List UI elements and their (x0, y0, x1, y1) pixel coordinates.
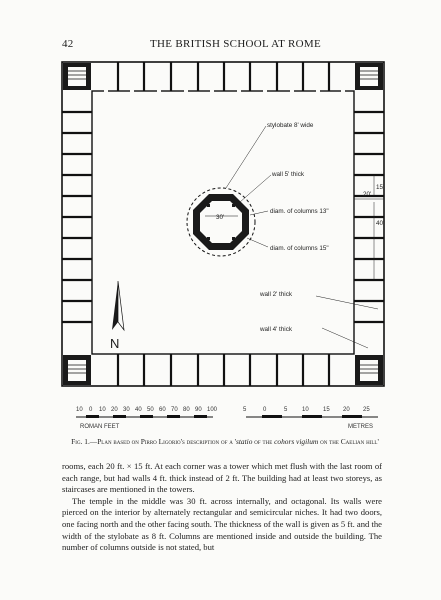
label-dim-20: 20' (363, 191, 372, 198)
paragraph-1: rooms, each 20 ft. × 15 ft. At each corner was a tower which met flush with the last room of each range, but had walls 4 ft. thick instead of 2 ft. The building had at least two storeys, as staircases are mentioned in the towers. (62, 461, 382, 495)
metre-scale-label: METRES (348, 424, 374, 430)
label-wall-2: wall 2' thick (260, 291, 292, 298)
running-title: THE BRITISH SCHOOL AT ROME (150, 38, 321, 50)
label-dim-30: 30' (216, 214, 225, 221)
north-label: N (110, 336, 120, 351)
svg-text:30: 30 (123, 407, 130, 413)
paragraph-2: The temple in the middle was 30 ft. across internally, and octagonal. Its walls were pierced on the interior by alternately rectangular and semicircular niches. It had two doors, one facing north and the other facing south. The thickness of the wall is given as 5 ft. and the width of the stylobate as 8 ft. Columns are mentioned inside and outside the building. The number of columns outside is not stated, but (62, 495, 382, 553)
svg-text:20: 20 (343, 407, 350, 413)
svg-text:0: 0 (263, 407, 267, 413)
body-text (62, 461, 382, 554)
svg-text:5: 5 (284, 407, 288, 413)
label-wall-4: wall 4' thick (260, 326, 292, 333)
label-col-13: diam. of columns 13" (270, 208, 329, 215)
svg-text:40: 40 (135, 407, 142, 413)
svg-text:100: 100 (207, 407, 218, 413)
figure-caption: Fig. 1.—Plan based on Pirro Ligorio's description of a 'statio of the cohors vigilum on the Caelian hill' (71, 437, 379, 446)
label-dim-15: 15' (376, 184, 385, 191)
svg-text:5: 5 (243, 407, 247, 413)
label-wall-5: wall 5' thick (272, 171, 304, 178)
svg-text:0: 0 (89, 407, 93, 413)
central-temple (187, 188, 255, 256)
svg-text:90: 90 (195, 407, 202, 413)
feet-scale (76, 407, 218, 430)
svg-text:15: 15 (323, 407, 330, 413)
svg-text:60: 60 (159, 407, 166, 413)
label-stylobate: stylobate 8' wide (267, 122, 314, 129)
feet-scale-label: ROMAN FEET (80, 424, 120, 430)
svg-text:10: 10 (99, 407, 106, 413)
label-col-15: diam. of columns 15" (270, 245, 329, 252)
metre-scale (243, 407, 378, 430)
svg-text:10: 10 (76, 407, 83, 413)
label-dim-40: 40' (376, 220, 385, 227)
svg-text:50: 50 (147, 407, 154, 413)
svg-text:80: 80 (183, 407, 190, 413)
svg-text:70: 70 (171, 407, 178, 413)
page-number: 42 (62, 38, 74, 50)
svg-text:25: 25 (363, 407, 370, 413)
north-arrow-icon (110, 281, 124, 351)
svg-text:10: 10 (302, 407, 309, 413)
svg-text:20: 20 (111, 407, 118, 413)
